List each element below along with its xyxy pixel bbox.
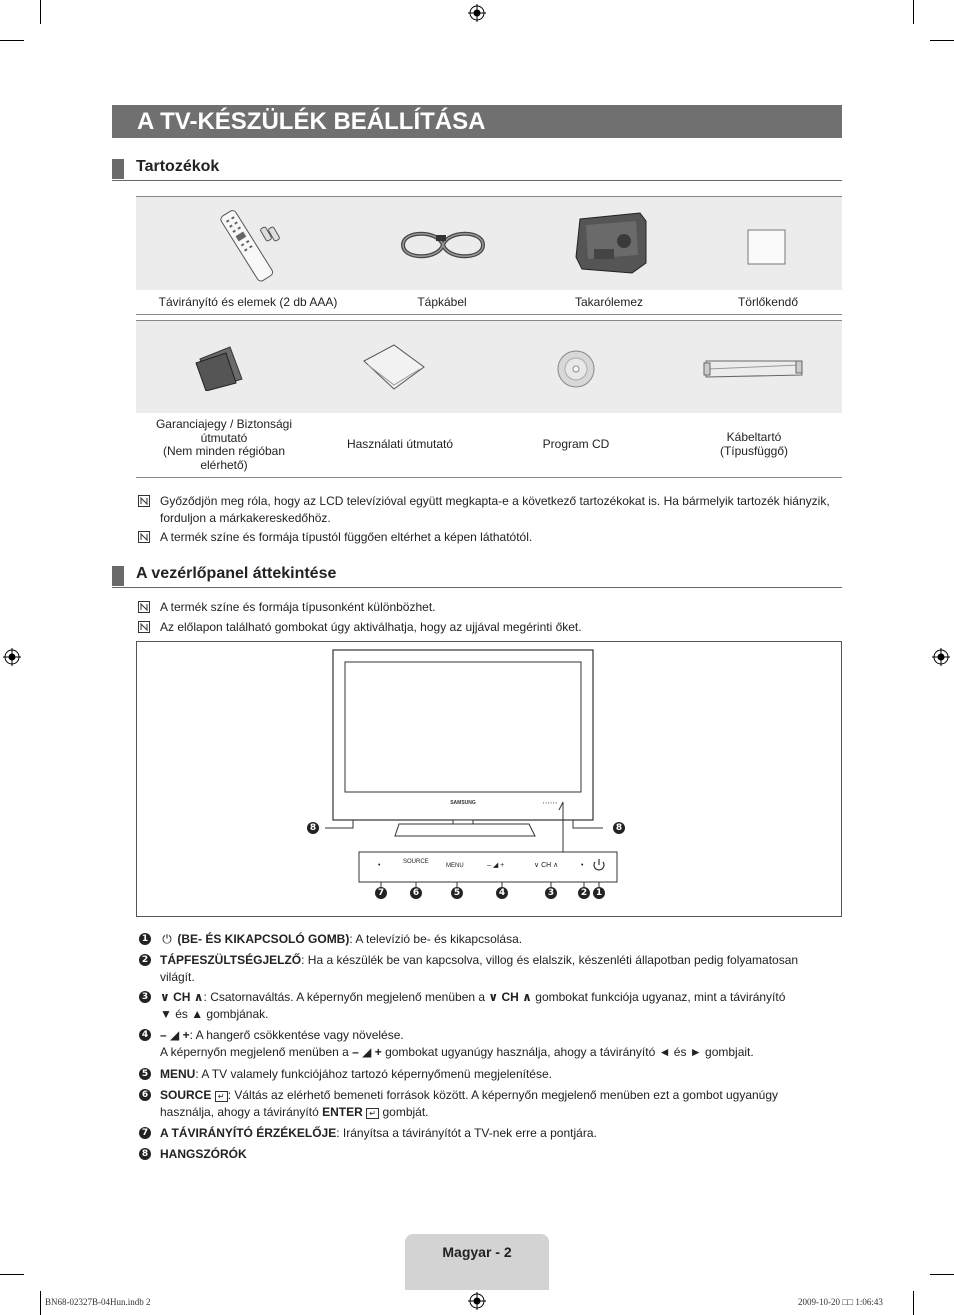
crop-mark bbox=[40, 0, 41, 24]
channel-up-icon: ∧ bbox=[193, 990, 204, 1004]
legend-desc: gombokat funkciója ugyanaz, mint a távirányító bbox=[535, 990, 786, 1004]
legend-number: 6 bbox=[139, 1089, 151, 1101]
section-marker bbox=[112, 159, 124, 179]
registration-mark-icon bbox=[3, 648, 21, 666]
legend-text bbox=[160, 989, 840, 1023]
brand-logo: SAMSUNG bbox=[450, 800, 476, 806]
cover-plate-icon bbox=[572, 211, 652, 277]
crop-mark bbox=[913, 0, 914, 24]
volume-icon: – ◢ + bbox=[160, 1028, 190, 1042]
note bbox=[138, 599, 842, 617]
legend-desc: : Irányítsa a távirányítót a TV-nek erre a pontjára. bbox=[336, 1126, 597, 1140]
crop-mark bbox=[0, 40, 24, 41]
caption-line: (Típusfüggő) bbox=[719, 443, 789, 458]
crop-mark bbox=[913, 1291, 914, 1315]
legend-number: 7 bbox=[139, 1127, 151, 1139]
legend-bold: SOURCE bbox=[160, 1088, 212, 1102]
crop-mark bbox=[0, 1274, 24, 1275]
channel-buttons[interactable]: ∨ CH ∧ bbox=[534, 862, 559, 869]
legend-desc: A képernyőn megjelenő menüben a bbox=[160, 1045, 349, 1059]
legend-text bbox=[160, 1146, 840, 1163]
power-cable-icon bbox=[398, 225, 488, 265]
accessories-images bbox=[136, 320, 842, 413]
caption-warranty bbox=[136, 418, 312, 472]
accessories-images bbox=[136, 196, 842, 290]
legend-bold: TÁPFESZÜLTSÉGJELZŐ bbox=[160, 953, 302, 967]
note bbox=[138, 493, 842, 529]
accessories-captions bbox=[136, 290, 842, 315]
tv-illustration bbox=[137, 642, 841, 916]
section-heading-accessories bbox=[112, 158, 842, 181]
power-icon: ⏻ bbox=[162, 932, 172, 946]
legend-number: 4 bbox=[139, 1029, 151, 1041]
enter-icon: ↵ bbox=[366, 1108, 379, 1119]
note-text: A termék színe és formája típustól függően eltérhet a képen láthatótól. bbox=[160, 530, 533, 544]
caption-line: (Nem minden régióban bbox=[162, 444, 286, 458]
legend-item-4 bbox=[139, 1027, 839, 1061]
sensor-dot: • bbox=[378, 862, 381, 869]
legend-item-1 bbox=[139, 931, 839, 949]
volume-buttons[interactable]: – ◢ + bbox=[487, 862, 505, 869]
callout-8-right: 8 bbox=[613, 822, 625, 834]
legend-item-5 bbox=[139, 1066, 839, 1084]
legend-line: ▼ és ▲ gombjának. bbox=[160, 1007, 269, 1021]
legend-desc: : A hangerő csökkentése vagy növelése. bbox=[189, 1028, 404, 1042]
caption-cd: Program CD bbox=[542, 437, 610, 451]
note-line: forduljon a márkakereskedőhöz. bbox=[160, 511, 331, 525]
callout-8-left: 8 bbox=[307, 822, 319, 834]
source-button[interactable]: SOURCE bbox=[403, 859, 429, 865]
registration-mark-icon bbox=[468, 1292, 486, 1310]
caption-line: Kábeltartó bbox=[726, 430, 782, 444]
caption-line: elérhető) bbox=[200, 457, 248, 472]
accessories-row-2 bbox=[136, 320, 842, 478]
legend-item-2 bbox=[139, 952, 839, 986]
control-panel-diagram bbox=[136, 641, 842, 917]
crop-mark bbox=[930, 1274, 954, 1275]
legend-item-6 bbox=[139, 1087, 839, 1121]
note-text: Az előlapon található gombokat úgy aktiválhatja, hogy az ujjával megérinti őket. bbox=[160, 620, 582, 634]
note-icon bbox=[138, 495, 150, 507]
note-icon bbox=[138, 531, 150, 543]
note bbox=[138, 529, 842, 547]
cable-holder-icon bbox=[702, 357, 806, 381]
caption-line: útmutató bbox=[200, 430, 248, 445]
legend-desc: használja, ahogy a távirányító bbox=[160, 1105, 319, 1119]
callout-1: 1 bbox=[593, 887, 605, 899]
section-marker bbox=[112, 566, 124, 586]
caption-power-cable: Tápkábel bbox=[417, 295, 467, 309]
caption-cover-plate: Takarólemez bbox=[574, 295, 644, 309]
callout-6: 6 bbox=[410, 887, 422, 899]
page-title: A TV-KÉSZÜLÉK BEÁLLÍTÁSA bbox=[112, 105, 842, 138]
page-number-tab bbox=[405, 1234, 549, 1290]
legend-desc: : Váltás az elérhető bemeneti források között. A képernyőn megjelenő menüben ezt a gombot ugyanúgy bbox=[227, 1088, 779, 1102]
remote-icon bbox=[208, 205, 288, 285]
legend-text bbox=[160, 1087, 840, 1121]
legend-number: 1 bbox=[139, 933, 151, 945]
accessories-row-1 bbox=[136, 196, 842, 315]
legend-text bbox=[160, 1027, 840, 1061]
legend-bold: (BE- ÉS KIKAPCSOLÓ GOMB) bbox=[177, 932, 350, 946]
legend-text bbox=[160, 952, 840, 986]
crop-mark bbox=[930, 40, 954, 41]
manual-icon bbox=[360, 341, 430, 393]
legend-text bbox=[160, 931, 840, 948]
accessories-captions bbox=[136, 413, 842, 478]
enter-icon: ↵ bbox=[215, 1091, 228, 1102]
caption-cable-holder bbox=[666, 431, 842, 458]
caption-line: Garanciajegy / Biztonsági bbox=[155, 417, 293, 431]
cloth-icon bbox=[745, 227, 789, 267]
caption-remote: Távirányító és elemek (2 db AAA) bbox=[158, 295, 338, 309]
legend-text bbox=[160, 1066, 840, 1083]
legend-desc: : A televízió be- és kikapcsolása. bbox=[349, 932, 523, 946]
section-heading-control-panel bbox=[112, 565, 842, 588]
legend-bold: CH bbox=[173, 990, 191, 1004]
legend-item-8 bbox=[139, 1146, 839, 1164]
volume-icon: – ◢ + bbox=[352, 1045, 382, 1059]
legend-number: 8 bbox=[139, 1148, 151, 1160]
note-text: A termék színe és formája típusonként különbözhet. bbox=[160, 600, 436, 614]
crop-mark bbox=[40, 1291, 41, 1315]
callout-7: 7 bbox=[375, 887, 387, 899]
page-number: Magyar - 2 bbox=[442, 1244, 512, 1260]
legend-number: 5 bbox=[139, 1068, 151, 1080]
menu-button[interactable]: MENU bbox=[446, 863, 464, 869]
legend-desc: : Csatornaváltás. A képernyőn megjelenő menüben a bbox=[203, 990, 486, 1004]
channel-up-icon: ∧ bbox=[522, 990, 532, 1004]
legend-bold: HANGSZÓRÓK bbox=[160, 1147, 247, 1161]
callout-4: 4 bbox=[496, 887, 508, 899]
channel-down-icon: ∨ bbox=[160, 990, 170, 1004]
footer-file: BN68-02327B-04Hun.indb 2 bbox=[45, 1297, 151, 1307]
note-icon bbox=[138, 601, 150, 613]
registration-mark-icon bbox=[468, 4, 486, 22]
legend-bold: MENU bbox=[160, 1067, 196, 1081]
caption-manual: Használati útmutató bbox=[346, 437, 454, 451]
channel-down-icon: ∨ bbox=[488, 990, 499, 1004]
legend-desc: gombját. bbox=[382, 1105, 429, 1119]
section-title: Tartozékok bbox=[136, 158, 220, 175]
legend-line: világít. bbox=[160, 970, 195, 984]
legend-item-3 bbox=[139, 989, 839, 1023]
footer-date: 2009-10-20 □□ 1:06:43 bbox=[798, 1297, 883, 1307]
legend-desc: : Ha a készülék be van kapcsolva, villog és elalszik, készenléti állapotban pedig folyamatosan bbox=[301, 953, 799, 967]
note-icon bbox=[138, 621, 150, 633]
legend-bold: ENTER bbox=[322, 1105, 363, 1119]
note-text bbox=[160, 493, 830, 527]
callout-3: 3 bbox=[545, 887, 557, 899]
legend-desc: gombokat ugyanúgy használja, ahogy a távirányító ◄ és ► gombjait. bbox=[385, 1045, 754, 1059]
section-title: A vezérlőpanel áttekintése bbox=[136, 565, 337, 582]
cd-icon bbox=[556, 349, 596, 389]
callout-5: 5 bbox=[451, 887, 463, 899]
caption-cloth: Törlőkendő bbox=[737, 295, 799, 309]
legend-number: 2 bbox=[139, 954, 151, 966]
registration-mark-icon bbox=[932, 648, 950, 666]
svg-text:▪ ▪ ▪ ▪ ▪ ▪: ▪ ▪ ▪ ▪ ▪ ▪ bbox=[542, 800, 557, 805]
callout-2: 2 bbox=[578, 887, 590, 899]
legend-desc: : A TV valamely funkciójához tartozó képernyőmenü megjelenítése. bbox=[195, 1067, 552, 1081]
legend-item-7 bbox=[139, 1125, 839, 1143]
power-indicator: • bbox=[581, 862, 584, 869]
warranty-card-icon bbox=[194, 341, 254, 391]
note-line: Győződjön meg róla, hogy az LCD televízióval együtt megkapta-e a következő tartozékokat is. Ha bármelyik tartozék hiányzik, bbox=[160, 494, 830, 508]
legend-number: 3 bbox=[139, 991, 151, 1003]
legend-bold: A TÁVIRÁNYÍTÓ ÉRZÉKELŐJE bbox=[160, 1126, 337, 1140]
legend-text bbox=[160, 1125, 840, 1142]
legend-bold: CH bbox=[501, 990, 519, 1004]
note bbox=[138, 619, 842, 637]
